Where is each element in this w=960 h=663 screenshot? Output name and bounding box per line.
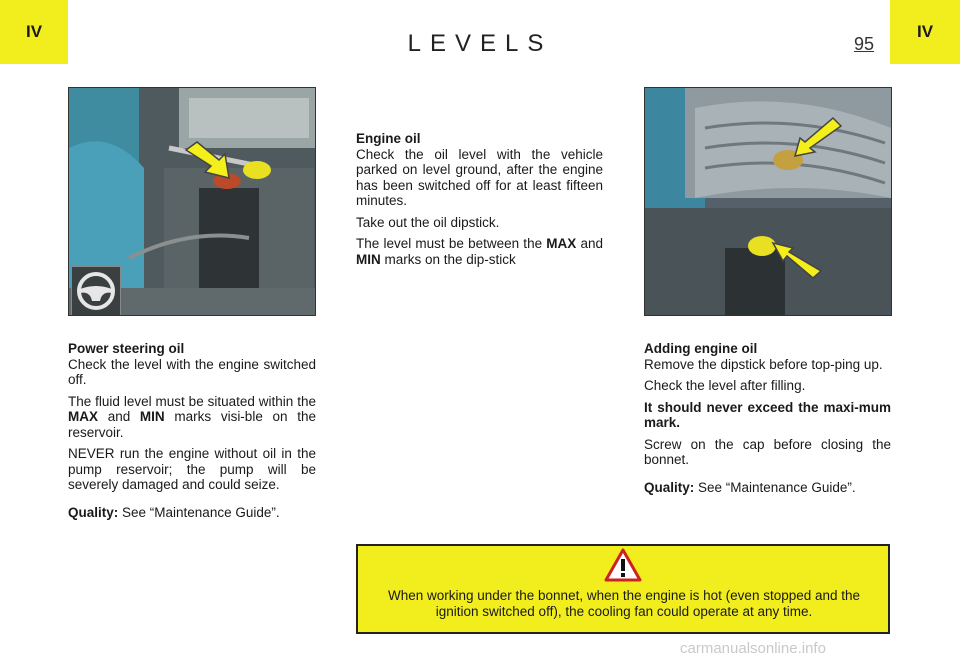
engine-oil-section <box>356 131 603 273</box>
paragraph: Remove the dipstick before top-ping up. <box>644 356 883 372</box>
quality-note: Quality: See “Maintenance Guide”. <box>68 504 280 520</box>
min-mark-label: MIN <box>139 409 165 424</box>
steering-wheel-icon <box>71 266 121 316</box>
warning-box <box>356 544 890 634</box>
warning-triangle-icon <box>604 548 642 582</box>
paragraph: NEVER run the engine without oil in the pump reservoir; the pump will be severely damaged and could seize. <box>68 446 316 492</box>
section-heading: Engine oil <box>356 131 421 146</box>
paragraph: Check the oil level with the vehicle parked on level ground, after the engine has been switched off for at least fifteen minutes. <box>356 146 603 208</box>
max-mark-label: MAX <box>68 409 98 424</box>
page-number: 95 <box>854 34 875 54</box>
paragraph: The fluid level must be situated within the MAX and MIN marks visi-ble on the reservoir. <box>68 393 316 440</box>
watermark: carmanualsonline.info <box>680 640 826 657</box>
chapter-label: IV <box>916 22 934 41</box>
paragraph: Screw on the cap before closing the bonnet. <box>644 436 891 467</box>
power-steering-photo <box>68 87 316 316</box>
section-heading: Power steering oil <box>68 341 185 356</box>
page-title: LEVELS <box>407 30 553 57</box>
max-mark-label: MAX <box>546 236 577 251</box>
adding-oil-section <box>644 341 891 501</box>
paragraph: Check the level with the engine switched off. <box>68 356 316 387</box>
paragraph: Check the level after filling. <box>644 378 806 393</box>
quality-note: Quality: See “Maintenance Guide”. <box>644 479 856 495</box>
section-heading: Adding engine oil <box>644 341 758 356</box>
power-steering-section <box>68 341 316 526</box>
paragraph: Take out the oil dipstick. <box>356 214 500 230</box>
warning-text: When working under the bonnet, when the engine is hot (even stopped and the ignition switched off), the cooling fan could operate at any time. <box>387 588 861 619</box>
paragraph: The level must be between the MAX and MIN marks on the dip-stick <box>356 236 604 267</box>
min-mark-label: MIN <box>356 251 381 267</box>
paragraph: It should never exceed the maxi-mum mark. <box>644 399 891 430</box>
chapter-label: IV <box>25 22 43 41</box>
engine-oil-photo <box>644 87 892 316</box>
